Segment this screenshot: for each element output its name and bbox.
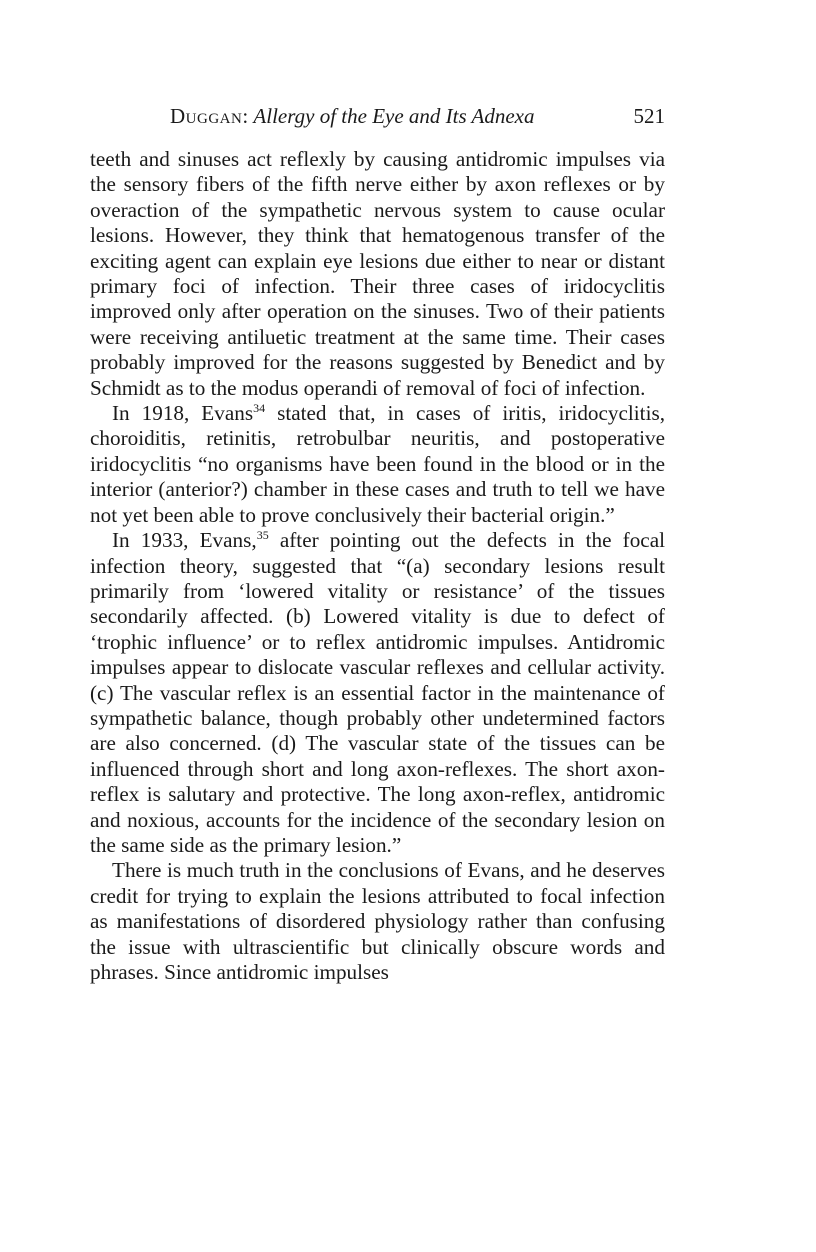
citation-ref-35: 35	[256, 528, 269, 543]
citation-ref-34: 34	[253, 401, 266, 416]
body-text	[90, 147, 665, 985]
paragraph-4: There is much truth in the conclusions of Evans, and he deserves credit for trying to explain the lesions attributed to focal infection as manifestations of disordered physiology rather than confusing the issue with ultrascientific but clinically obscure words and phrases. Since antidromic impulses	[90, 858, 665, 984]
paragraph-2-body: stated that, in cases of iritis, iridocyclitis, choroiditis, retinitis, retrobulbar neuritis, and postoperative iridocyclitis “no organisms have been found in the blood or in the interior (anterior?) chamber in these cases and truth to tell we have not yet been able to prove conclusively their bacterial origin.”	[90, 401, 665, 527]
paragraph-3	[90, 528, 665, 858]
header-separator: :	[242, 104, 254, 128]
paragraph-3-lead: In 1933, Evans,	[112, 528, 257, 553]
paragraph-1: teeth and sinuses act reflexly by causing antidromic impulses via the sensory fibers of the fifth nerve either by axon reflexes or by overaction of the sympathetic nervous system to cause ocular lesions. However, they think that hematogenous transfer of the exciting agent can explain eye lesions due either to near or distant primary foci of infection. Their three cases of iridocyclitis improved only after operation on the sinuses. Two of their patients were receiving antiluetic treatment at the same time. Their cases probably improved for the reasons suggested by Benedict and by Schmidt as to the modus operandi of removal of foci of infection.	[90, 147, 665, 400]
header-title: Allergy of the Eye and Its Adnexa	[253, 104, 535, 128]
paragraph-2-lead: In 1918, Evans	[112, 401, 254, 426]
paragraph-3-body: after pointing out the defects in the focal infection theory, suggested that “(a) secondary lesions result primarily from ‘lowered vitality or resistance’ of the tissues secondarily affected. (b) Lowered vitality is due to defect of ‘trophic influence’ or to reflex antidromic impulses. Antidromic impulses appear to dislocate vascular reflexes and cellular activity. (c) The vascular reflex is an essential factor in the maintenance of sympathetic balance, though probably other undetermined factors are also concerned. (d) The vascular state of the tissues can be influenced through short and long axon-reflexes. The short axon-reflex is salutary and protective. The long axon-reflex, antidromic and noxious, accounts for the incidence of the secondary lesion on the same side as the primary lesion.”	[90, 528, 665, 857]
running-header	[170, 102, 665, 130]
paragraph-2	[90, 401, 665, 528]
header-author: Duggan	[170, 104, 243, 128]
page-number: 521	[633, 104, 665, 128]
